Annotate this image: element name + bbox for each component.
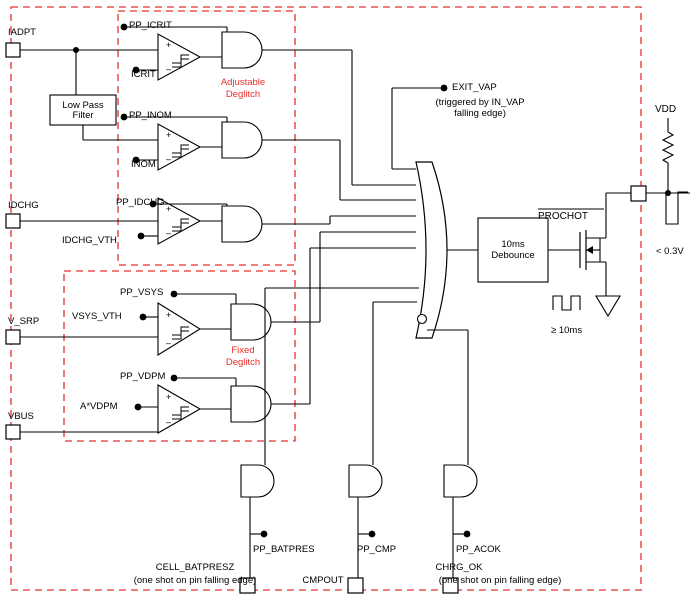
comparator-inom-enable-label: PP_INOM [129, 110, 172, 121]
pin-label-v-srp: V_SRP [8, 316, 40, 327]
comparator-icrit-threshold-label: ICRIT [131, 69, 156, 80]
comparator-icrit-enable-label: PP_ICRIT [129, 20, 172, 31]
pin-label-iadpt: IADPT [8, 27, 36, 38]
vdd-label: VDD [655, 104, 677, 115]
debounce-time-label: ≥ 10ms [551, 325, 583, 336]
pp-batpres-label: PP_BATPRES [253, 544, 315, 555]
svg-text:–: – [166, 417, 172, 427]
comparator-vdpm-enable-label: PP_VDPM [120, 371, 166, 382]
pin-label-vbus: VBUS [8, 411, 34, 422]
cell-batpresz-note: (one shot on pin falling edge) [133, 575, 257, 586]
fixed-deglitch-line1: Fixed [231, 345, 255, 356]
fixed-deglitch-line2: Deglitch [225, 357, 261, 368]
svg-text:–: – [166, 228, 172, 238]
svg-text:+: + [166, 204, 172, 214]
comparator-inom-threshold-label: INOM [131, 159, 156, 170]
comparator-vsys-threshold-label: VSYS_VTH [72, 311, 122, 322]
svg-text:–: – [166, 338, 172, 348]
low-pass-filter-line1: Low Pass [62, 100, 104, 111]
svg-text:+: + [166, 130, 172, 140]
chrg-ok-label: CHRG_OK [435, 562, 483, 573]
cmpout-label: CMPOUT [302, 575, 344, 586]
exit-vap-label: EXIT_VAP [452, 82, 497, 93]
svg-text:+: + [166, 392, 172, 402]
comparator-vdpm-threshold-label: A*VDPM [80, 401, 118, 412]
svg-text:–: – [166, 154, 172, 164]
svg-text:–: – [166, 64, 172, 74]
debounce-line1: 10ms [501, 239, 525, 250]
chrg-ok-note: (one shot on pin falling edge) [438, 575, 562, 586]
prochot-label: PROCHOT [538, 211, 588, 222]
pp-cmp-label: PP_CMP [357, 544, 397, 555]
vdd-level-label: < 0.3V [656, 246, 684, 257]
pin-label-idchg: IDCHG [8, 200, 39, 211]
adjustable-deglitch-line2: Deglitch [225, 89, 261, 100]
low-pass-filter-line2: Filter [72, 110, 94, 121]
comparator-vsys-enable-label: PP_VSYS [120, 287, 164, 298]
comparator-idchg-enable-label: PP_IDCHG [116, 197, 165, 208]
adjustable-deglitch-line1: Adjustable [220, 77, 266, 88]
exit-vap-note-line1: (triggered by IN_VAP [435, 97, 525, 108]
comparator-idchg-threshold-label: IDCHG_VTH [62, 235, 117, 246]
exit-vap-note-line2: falling edge) [454, 108, 506, 119]
pp-acok-label: PP_ACOK [456, 544, 501, 555]
cell-batpresz-label: CELL_BATPRESZ [155, 562, 235, 573]
svg-text:+: + [166, 40, 172, 50]
debounce-line2: Debounce [491, 250, 535, 261]
svg-text:+: + [166, 310, 172, 320]
